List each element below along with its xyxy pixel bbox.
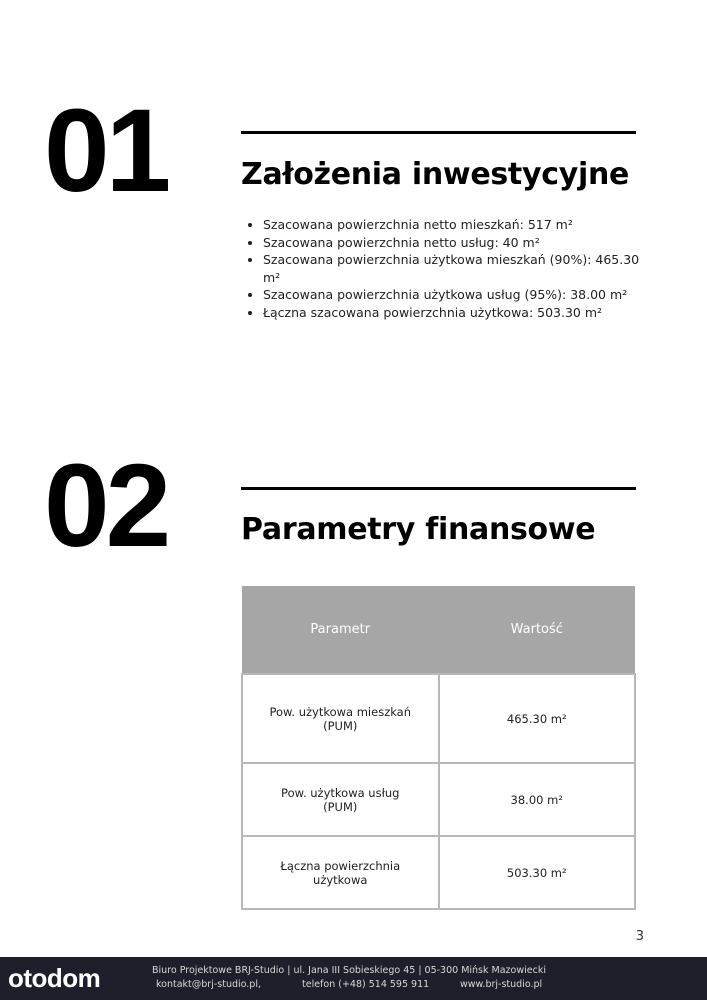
column-header-value: Wartość — [439, 586, 636, 674]
list-item: • Łączna szacowana powierzchnia użytkowa: 503.30 m² — [263, 304, 653, 322]
section-number-02: 02 — [44, 440, 168, 572]
footer — [0, 957, 707, 1000]
cell-parameter: Pow. użytkowa usług (PUM) — [242, 763, 439, 836]
cell-parameter: Łączna powierzchnia użytkowa — [242, 836, 439, 909]
otodom-logo: otodom — [8, 963, 101, 993]
footer-email[interactable]: kontakt@brj-studio.pl, — [156, 979, 261, 990]
cell-value: 465.30 m² — [439, 674, 636, 763]
footer-phone[interactable]: telefon (+48) 514 595 911 — [302, 979, 430, 990]
list-item: • Szacowana powierzchnia użytkowa mieszkań (90%): 465.30 m² — [263, 251, 653, 286]
table-row — [242, 674, 635, 763]
list-item: • Szacowana powierzchnia użytkowa usług (95%): 38.00 m² — [263, 286, 653, 304]
cell-parameter: Pow. użytkowa mieszkań (PUM) — [242, 674, 439, 763]
footer-website[interactable]: www.brj-studio.pl — [460, 979, 543, 990]
section-number-01: 01 — [44, 85, 168, 217]
cell-value: 38.00 m² — [439, 763, 636, 836]
page-number: 3 — [635, 929, 644, 944]
table-row — [242, 763, 635, 836]
list-item: • Szacowana powierzchnia netto usług: 40 m² — [263, 234, 653, 252]
cell-value: 503.30 m² — [439, 836, 636, 909]
section-title-1: Założenia inwestycyjne — [241, 157, 630, 192]
section-divider-1 — [241, 131, 636, 134]
list-item: • Szacowana powierzchnia netto mieszkań: 517 m² — [263, 216, 653, 234]
footer-address: Biuro Projektowe BRJ-Studio | ul. Jana III Sobieskiego 45 | 05-300 Mińsk Mazowiecki — [152, 965, 546, 976]
investment-assumptions-list — [240, 216, 653, 321]
column-header-parameter: Parametr — [242, 586, 439, 674]
table-row — [242, 836, 635, 909]
section-title-2: Parametry finansowe — [241, 512, 596, 547]
section-divider-2 — [241, 487, 636, 490]
financial-parameters-table — [241, 586, 636, 910]
table-header-row — [242, 586, 635, 674]
